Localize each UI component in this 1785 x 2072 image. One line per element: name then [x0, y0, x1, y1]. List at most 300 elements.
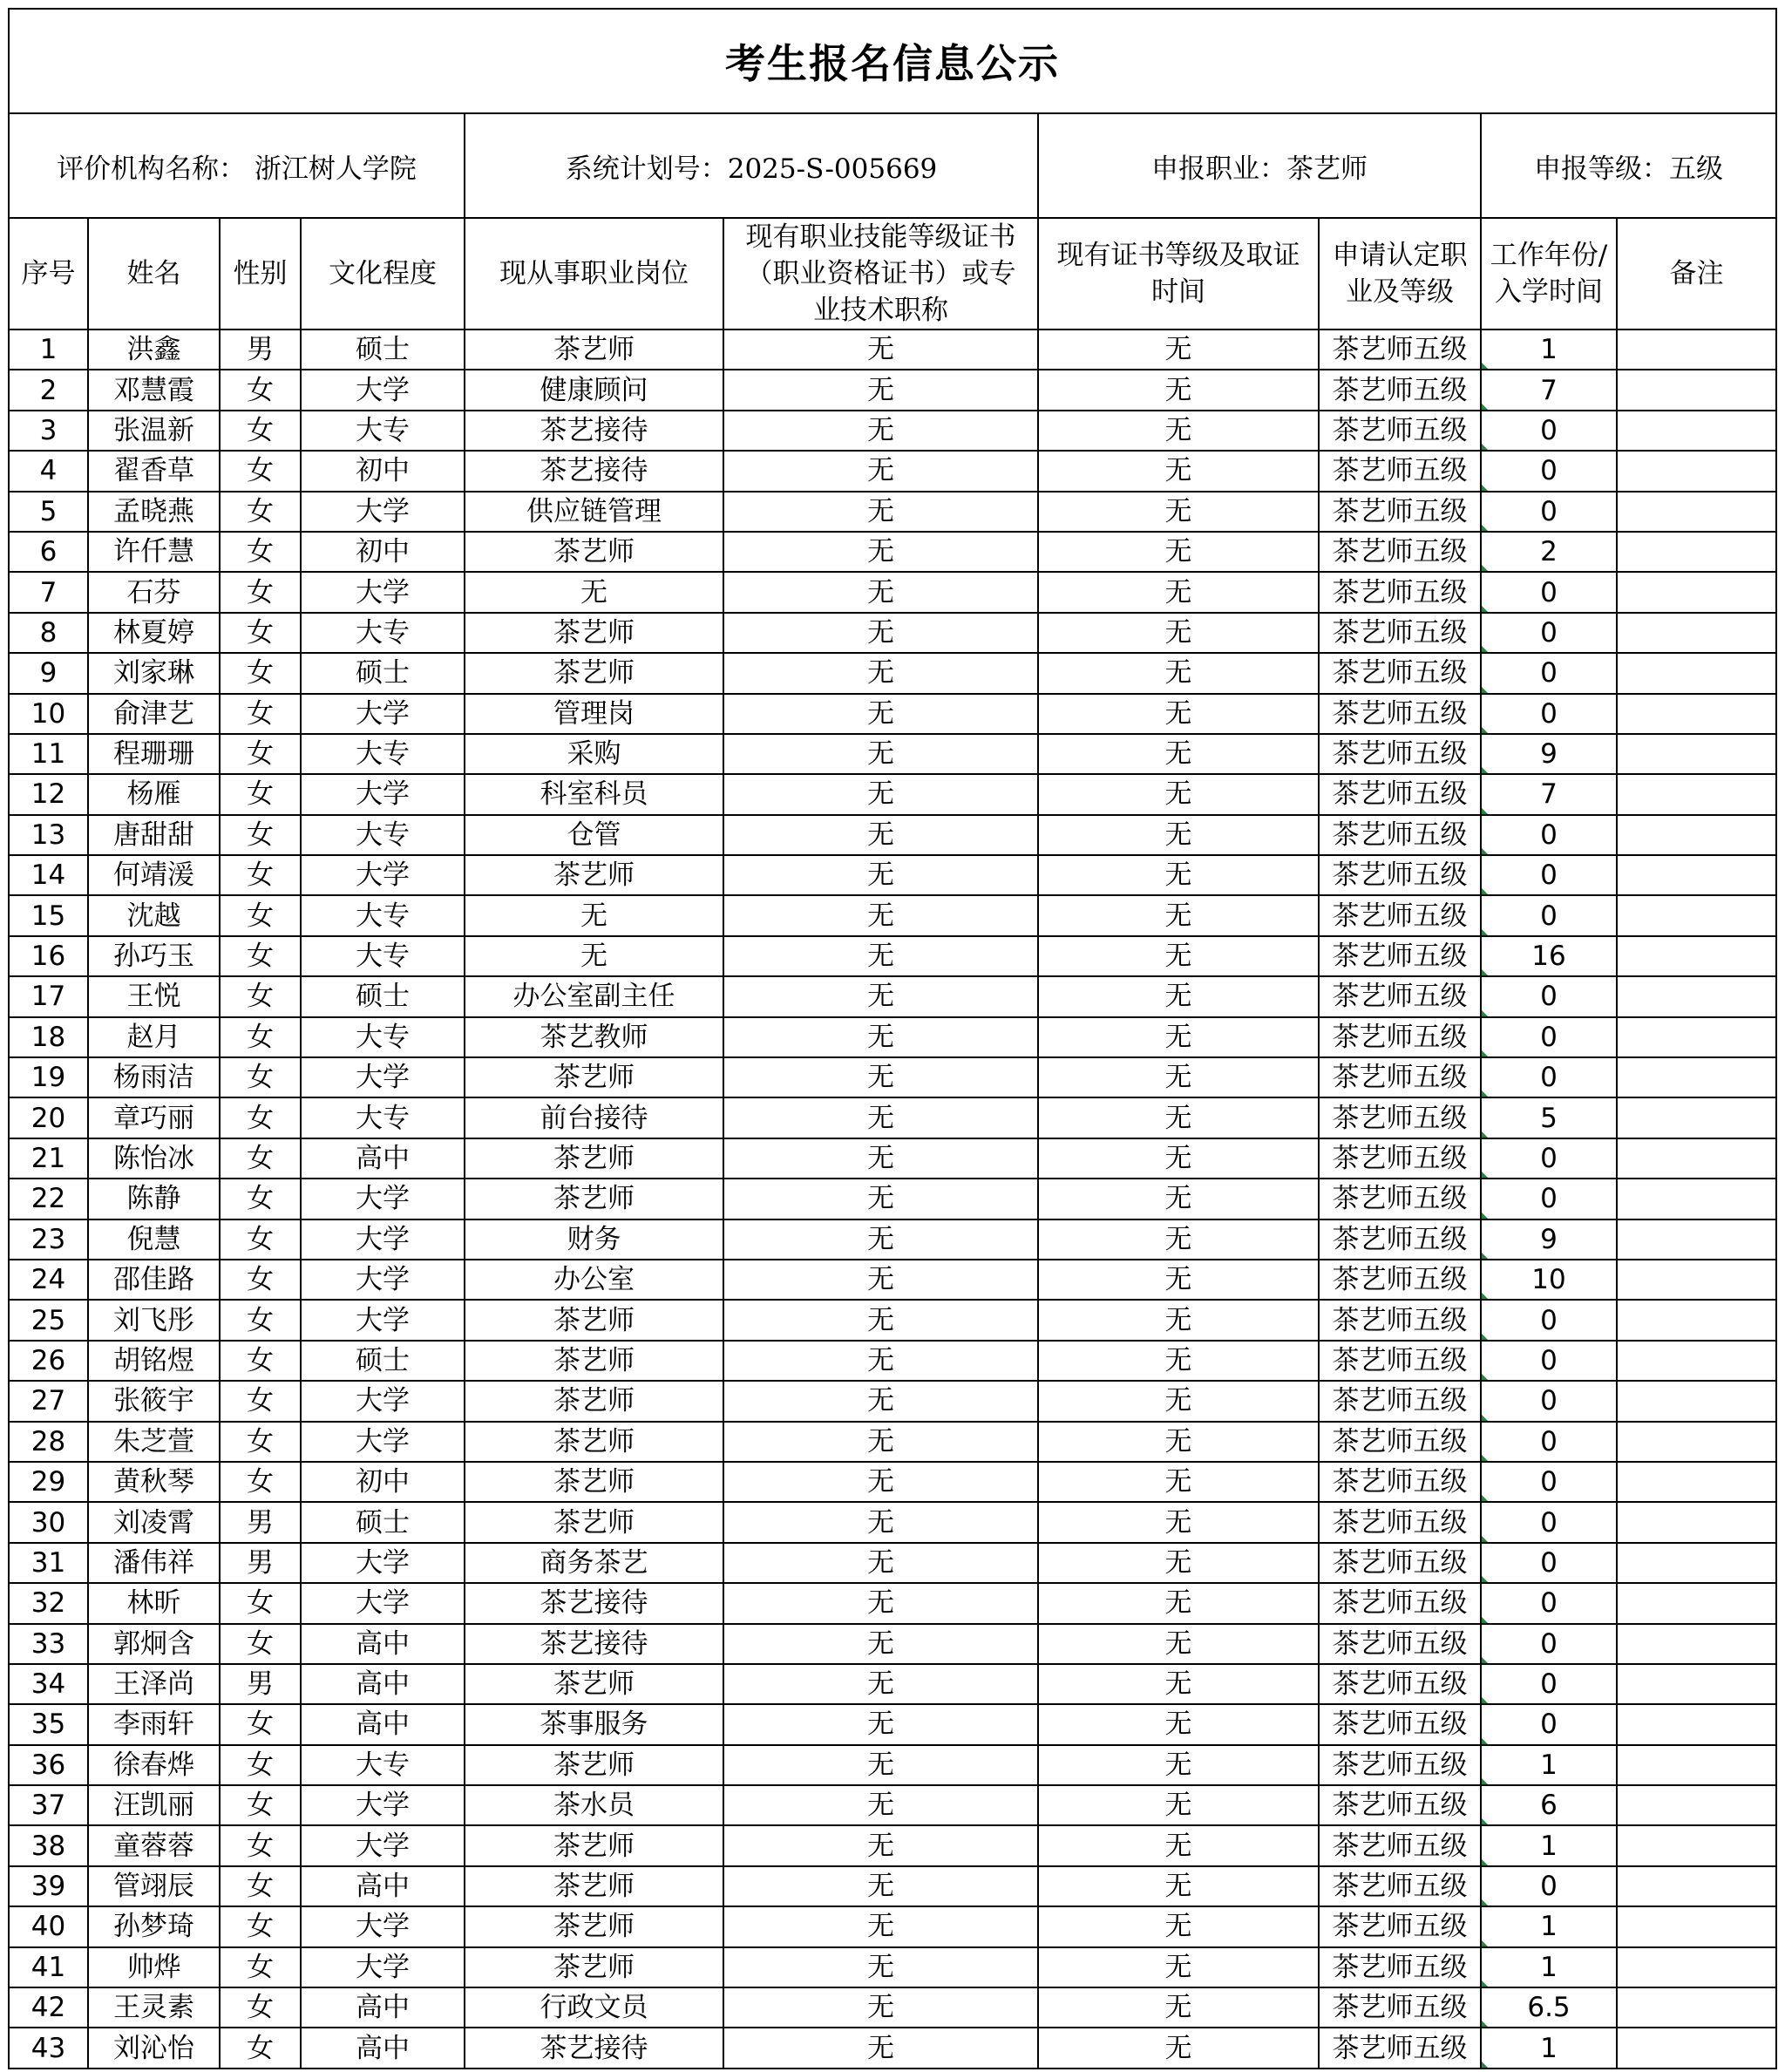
cell-cert-time: 无 — [1038, 1462, 1319, 1502]
table-row — [9, 1583, 1776, 1623]
cell-gender: 女 — [220, 492, 301, 532]
cell-years — [1481, 1422, 1617, 1462]
cell-remark — [1617, 492, 1776, 532]
cell-seq: 16 — [9, 936, 88, 976]
cell-remark — [1617, 774, 1776, 814]
cell-position: 茶艺师 — [465, 1866, 723, 1906]
cell-education: 大专 — [301, 734, 465, 774]
cell-position: 茶水员 — [465, 1785, 723, 1825]
cell-cert-time: 无 — [1038, 492, 1319, 532]
cell-years — [1481, 976, 1617, 1016]
cell-education: 高中 — [301, 1866, 465, 1906]
cell-comment-marker — [1482, 767, 1488, 773]
cell-comment-marker — [1482, 969, 1488, 975]
cell-gender: 女 — [220, 1785, 301, 1825]
level: 申报等级：五级 — [1481, 113, 1776, 218]
cell-position: 仓管 — [465, 815, 723, 855]
cell-name: 刘凌霄 — [88, 1502, 220, 1542]
cell-years — [1481, 492, 1617, 532]
years-value: 0 — [1540, 1466, 1558, 1498]
cell-education: 大学 — [301, 1825, 465, 1865]
table-row — [9, 1704, 1776, 1744]
cell-name: 林昕 — [88, 1583, 220, 1623]
cell-cert: 无 — [723, 774, 1038, 814]
cell-cert-time: 无 — [1038, 774, 1319, 814]
cell-gender: 女 — [220, 694, 301, 734]
cell-name: 石芬 — [88, 572, 220, 612]
cell-education: 高中 — [301, 1138, 465, 1179]
cell-apply: 茶艺师五级 — [1319, 976, 1481, 1016]
cell-apply: 茶艺师五级 — [1319, 1866, 1481, 1906]
cell-gender: 女 — [220, 1624, 301, 1664]
cell-remark — [1617, 1138, 1776, 1179]
cell-seq: 32 — [9, 1583, 88, 1623]
cell-comment-marker — [1482, 606, 1488, 612]
cell-apply: 茶艺师五级 — [1319, 1543, 1481, 1583]
cell-apply: 茶艺师五级 — [1319, 1462, 1481, 1502]
cell-remark — [1617, 1381, 1776, 1421]
cell-gender: 女 — [220, 976, 301, 1016]
cell-position: 茶艺师 — [465, 653, 723, 693]
cell-comment-marker — [1482, 1940, 1488, 1946]
table-row — [9, 895, 1776, 935]
cell-name: 杨雁 — [88, 774, 220, 814]
cell-position: 茶艺接待 — [465, 451, 723, 491]
years-value: 0 — [1540, 697, 1558, 730]
page-title: 考生报名信息公示 — [9, 9, 1776, 113]
cell-education: 高中 — [301, 1704, 465, 1744]
cell-gender: 女 — [220, 1745, 301, 1785]
years-value: 0 — [1540, 859, 1558, 892]
cell-comment-marker — [1482, 1374, 1488, 1380]
table-row — [9, 411, 1776, 451]
table-row — [9, 1866, 1776, 1906]
cell-remark — [1617, 1785, 1776, 1825]
cell-cert: 无 — [723, 855, 1038, 895]
cell-name: 翟香草 — [88, 451, 220, 491]
cell-years — [1481, 1624, 1617, 1664]
years-value: 1 — [1540, 1749, 1558, 1781]
cell-gender: 男 — [220, 1664, 301, 1704]
table-row — [9, 1947, 1776, 1987]
cell-name: 孙巧玉 — [88, 936, 220, 976]
table-row — [9, 572, 1776, 612]
cell-gender: 女 — [220, 1583, 301, 1623]
cell-years — [1481, 2028, 1617, 2068]
table-row — [9, 694, 1776, 734]
table-row — [9, 532, 1776, 572]
cell-cert: 无 — [723, 1624, 1038, 1664]
cell-seq: 24 — [9, 1260, 88, 1300]
cell-comment-marker — [1482, 1536, 1488, 1542]
cell-gender: 女 — [220, 1138, 301, 1179]
cell-seq: 3 — [9, 411, 88, 451]
cell-years — [1481, 774, 1617, 814]
cell-seq: 11 — [9, 734, 88, 774]
cell-name: 沈越 — [88, 895, 220, 935]
cell-name: 何靖湲 — [88, 855, 220, 895]
table-row — [9, 774, 1776, 814]
cell-apply: 茶艺师五级 — [1319, 694, 1481, 734]
cell-cert-time: 无 — [1038, 329, 1319, 370]
cell-years — [1481, 1704, 1617, 1744]
cell-seq: 36 — [9, 1745, 88, 1785]
years-value: 0 — [1540, 1143, 1558, 1174]
cell-years — [1481, 1057, 1617, 1097]
years-value: 0 — [1540, 1344, 1558, 1376]
cell-gender: 女 — [220, 1947, 301, 1987]
cell-position: 茶艺接待 — [465, 411, 723, 451]
cell-seq: 40 — [9, 1906, 88, 1946]
years-value: 0 — [1540, 1587, 1558, 1620]
years-value: 0 — [1540, 1021, 1558, 1053]
cell-cert: 无 — [723, 1502, 1038, 1542]
cell-cert-time: 无 — [1038, 653, 1319, 693]
cell-years — [1481, 1462, 1617, 1502]
cell-seq: 1 — [9, 329, 88, 370]
cell-apply: 茶艺师五级 — [1319, 1381, 1481, 1421]
table-row — [9, 451, 1776, 491]
cell-education: 大学 — [301, 1785, 465, 1825]
years-value: 0 — [1540, 1304, 1558, 1336]
cell-gender: 女 — [220, 411, 301, 451]
cell-name: 孙梦琦 — [88, 1906, 220, 1946]
years-value: 6 — [1540, 1790, 1558, 1822]
cell-education: 初中 — [301, 532, 465, 572]
cell-remark — [1617, 694, 1776, 734]
cell-cert: 无 — [723, 1745, 1038, 1785]
cell-cert-time: 无 — [1038, 1785, 1319, 1825]
cell-comment-marker — [1482, 1455, 1488, 1461]
cell-cert: 无 — [723, 895, 1038, 935]
cell-seq: 27 — [9, 1381, 88, 1421]
cell-apply: 茶艺师五级 — [1319, 1300, 1481, 1340]
cell-seq: 2 — [9, 370, 88, 410]
cell-gender: 女 — [220, 774, 301, 814]
cell-cert: 无 — [723, 1906, 1038, 1946]
years-value: 0 — [1540, 1062, 1558, 1094]
years-value: 0 — [1540, 1668, 1558, 1701]
years-value: 9 — [1540, 1223, 1558, 1255]
cell-remark — [1617, 1664, 1776, 1704]
cell-cert: 无 — [723, 411, 1038, 451]
cell-education: 大学 — [301, 1260, 465, 1300]
cell-comment-marker — [1482, 1697, 1488, 1703]
cell-remark — [1617, 1624, 1776, 1664]
cell-comment-marker — [1482, 1778, 1488, 1784]
cell-comment-marker — [1482, 1172, 1488, 1178]
cell-comment-marker — [1482, 565, 1488, 571]
cell-position: 茶艺师 — [465, 1462, 723, 1502]
years-value: 0 — [1540, 1871, 1558, 1903]
cell-cert-time: 无 — [1038, 613, 1319, 653]
cell-remark — [1617, 1825, 1776, 1865]
cell-name: 胡铭煜 — [88, 1341, 220, 1381]
cell-education: 大专 — [301, 411, 465, 451]
header-seq: 序号 — [9, 218, 88, 329]
cell-name: 章巧丽 — [88, 1097, 220, 1138]
cell-comment-marker — [1482, 525, 1488, 531]
cell-apply: 茶艺师五级 — [1319, 855, 1481, 895]
cell-remark — [1617, 2028, 1776, 2068]
cell-gender: 女 — [220, 1825, 301, 1865]
cell-apply: 茶艺师五级 — [1319, 2028, 1481, 2068]
years-value: 5 — [1540, 1102, 1558, 1134]
table-row — [9, 1097, 1776, 1138]
table-row — [9, 1664, 1776, 1704]
cell-remark — [1617, 1987, 1776, 2028]
cell-remark — [1617, 1866, 1776, 1906]
cell-remark — [1617, 411, 1776, 451]
cell-seq: 25 — [9, 1300, 88, 1340]
cell-years — [1481, 1219, 1617, 1260]
cell-name: 倪慧 — [88, 1219, 220, 1260]
table-row — [9, 1341, 1776, 1381]
cell-years — [1481, 1502, 1617, 1542]
cell-years — [1481, 936, 1617, 976]
cell-cert: 无 — [723, 694, 1038, 734]
years-value: 0 — [1540, 981, 1558, 1013]
cell-gender: 女 — [220, 1866, 301, 1906]
cell-education: 硕士 — [301, 653, 465, 693]
cell-comment-marker — [1482, 1980, 1488, 1987]
cell-cert: 无 — [723, 1947, 1038, 1987]
cell-education: 大学 — [301, 1422, 465, 1462]
cell-position: 茶艺师 — [465, 1341, 723, 1381]
cell-years — [1481, 451, 1617, 491]
table-row — [9, 613, 1776, 653]
cell-name: 汪凯丽 — [88, 1785, 220, 1825]
cell-name: 邵佳路 — [88, 1260, 220, 1300]
table-row — [9, 815, 1776, 855]
cell-years — [1481, 1341, 1617, 1381]
cell-education: 大专 — [301, 613, 465, 653]
years-value: 16 — [1531, 941, 1566, 973]
years-value: 0 — [1540, 1425, 1558, 1457]
cell-cert-time: 无 — [1038, 734, 1319, 774]
cell-education: 大专 — [301, 936, 465, 976]
cell-gender: 女 — [220, 1422, 301, 1462]
cell-cert: 无 — [723, 1300, 1038, 1340]
cell-seq: 4 — [9, 451, 88, 491]
cell-remark — [1617, 1300, 1776, 1340]
cell-remark — [1617, 1219, 1776, 1260]
cell-education: 硕士 — [301, 1341, 465, 1381]
cell-comment-marker — [1482, 727, 1488, 733]
years-value: 0 — [1540, 657, 1558, 690]
cell-remark — [1617, 329, 1776, 370]
cell-comment-marker — [1482, 929, 1488, 935]
cell-seq: 30 — [9, 1502, 88, 1542]
cell-name: 王灵素 — [88, 1987, 220, 2028]
cell-remark — [1617, 613, 1776, 653]
cell-seq: 10 — [9, 694, 88, 734]
cell-remark — [1617, 1341, 1776, 1381]
years-value: 0 — [1540, 1183, 1558, 1215]
cell-remark — [1617, 532, 1776, 572]
cell-cert-time: 无 — [1038, 936, 1319, 976]
cell-seq: 13 — [9, 815, 88, 855]
cell-education: 硕士 — [301, 329, 465, 370]
cell-name: 张筱宇 — [88, 1381, 220, 1421]
cell-education: 高中 — [301, 1987, 465, 2028]
cell-cert-time: 无 — [1038, 1422, 1319, 1462]
cell-name: 林夏婷 — [88, 613, 220, 653]
cell-gender: 女 — [220, 1462, 301, 1502]
cell-years — [1481, 572, 1617, 612]
cell-position: 茶艺师 — [465, 1057, 723, 1097]
cell-comment-marker — [1482, 1415, 1488, 1421]
cell-seq: 19 — [9, 1057, 88, 1097]
years-value: 0 — [1540, 414, 1558, 446]
years-value: 0 — [1540, 1506, 1558, 1539]
header-cert: 现有职业技能等级证书（职业资格证书）或专业技术职称 — [723, 218, 1038, 329]
cell-remark — [1617, 1017, 1776, 1057]
cell-cert-time: 无 — [1038, 1624, 1319, 1664]
table-row — [9, 1057, 1776, 1097]
cell-education: 大专 — [301, 1017, 465, 1057]
cell-years — [1481, 1300, 1617, 1340]
cell-apply: 茶艺师五级 — [1319, 1745, 1481, 1785]
cell-gender: 女 — [220, 451, 301, 491]
cell-cert-time: 无 — [1038, 1906, 1319, 1946]
cell-cert: 无 — [723, 1097, 1038, 1138]
cell-name: 黄秋琴 — [88, 1462, 220, 1502]
years-value: 0 — [1540, 900, 1558, 932]
cell-cert: 无 — [723, 1543, 1038, 1583]
cell-position: 行政文员 — [465, 1987, 723, 2028]
cell-comment-marker — [1482, 2062, 1488, 2068]
cell-cert: 无 — [723, 976, 1038, 1016]
cell-name: 赵月 — [88, 1017, 220, 1057]
cell-seq: 34 — [9, 1664, 88, 1704]
cell-cert: 无 — [723, 1866, 1038, 1906]
cell-comment-marker — [1482, 848, 1488, 854]
cell-years — [1481, 1381, 1617, 1421]
cell-position: 无 — [465, 572, 723, 612]
cell-education: 大专 — [301, 1745, 465, 1785]
cell-comment-marker — [1482, 1131, 1488, 1138]
cell-gender: 女 — [220, 370, 301, 410]
cell-years — [1481, 1543, 1617, 1583]
years-value: 0 — [1540, 576, 1558, 608]
cell-comment-marker — [1482, 1617, 1488, 1623]
cell-years — [1481, 1906, 1617, 1946]
cell-position: 茶艺师 — [465, 1664, 723, 1704]
years-value: 0 — [1540, 1546, 1558, 1579]
cell-cert-time: 无 — [1038, 2028, 1319, 2068]
cell-years — [1481, 1097, 1617, 1138]
cell-cert: 无 — [723, 532, 1038, 572]
cell-name: 孟晓燕 — [88, 492, 220, 532]
cell-education: 大学 — [301, 1906, 465, 1946]
cell-remark — [1617, 1947, 1776, 1987]
cell-position: 茶艺教师 — [465, 1017, 723, 1057]
cell-name: 刘沁怡 — [88, 2028, 220, 2068]
cell-gender: 女 — [220, 895, 301, 935]
cell-seq: 18 — [9, 1017, 88, 1057]
cell-cert: 无 — [723, 1260, 1038, 1300]
cell-position: 健康顾问 — [465, 370, 723, 410]
cell-remark — [1617, 1745, 1776, 1785]
years-value: 0 — [1540, 616, 1558, 649]
cell-remark — [1617, 1260, 1776, 1300]
cell-cert: 无 — [723, 572, 1038, 612]
occupation: 申报职业：茶艺师 — [1038, 113, 1481, 218]
table-row — [9, 1785, 1776, 1825]
cell-remark — [1617, 653, 1776, 693]
cell-gender: 女 — [220, 936, 301, 976]
table-row — [9, 1543, 1776, 1583]
years-value: 1 — [1540, 2032, 1558, 2064]
cell-gender: 女 — [220, 1341, 301, 1381]
table-row — [9, 855, 1776, 895]
cell-remark — [1617, 936, 1776, 976]
cell-position: 茶艺师 — [465, 613, 723, 653]
cell-comment-marker — [1482, 1495, 1488, 1501]
cell-position: 采购 — [465, 734, 723, 774]
cell-position: 商务茶艺 — [465, 1543, 723, 1583]
cell-gender: 女 — [220, 734, 301, 774]
cell-remark — [1617, 1057, 1776, 1097]
cell-years — [1481, 1179, 1617, 1219]
cell-gender: 女 — [220, 855, 301, 895]
cell-apply: 茶艺师五级 — [1319, 1422, 1481, 1462]
cell-remark — [1617, 1704, 1776, 1744]
cell-remark — [1617, 1583, 1776, 1623]
cell-years — [1481, 1987, 1617, 2028]
cell-name: 张温新 — [88, 411, 220, 451]
cell-education: 大学 — [301, 1381, 465, 1421]
cell-name: 陈静 — [88, 1179, 220, 1219]
years-value: 1 — [1540, 334, 1558, 366]
cell-cert-time: 无 — [1038, 1300, 1319, 1340]
table-row — [9, 329, 1776, 370]
cell-seq: 17 — [9, 976, 88, 1016]
cell-cert-time: 无 — [1038, 1260, 1319, 1300]
cell-cert-time: 无 — [1038, 1502, 1319, 1542]
cell-cert: 无 — [723, 1704, 1038, 1744]
cell-cert: 无 — [723, 1422, 1038, 1462]
cell-apply: 茶艺师五级 — [1319, 451, 1481, 491]
cell-comment-marker — [1482, 1090, 1488, 1097]
cell-education: 大学 — [301, 1057, 465, 1097]
cell-seq: 39 — [9, 1866, 88, 1906]
cell-position: 茶艺师 — [465, 1947, 723, 1987]
cell-position: 办公室副主任 — [465, 976, 723, 1016]
cell-education: 大学 — [301, 1219, 465, 1260]
cell-education: 高中 — [301, 1624, 465, 1664]
cell-apply: 茶艺师五级 — [1319, 1785, 1481, 1825]
plan-number: 系统计划号：2025-S-005669 — [465, 113, 1038, 218]
cell-seq: 9 — [9, 653, 88, 693]
cell-position: 茶事服务 — [465, 1704, 723, 1744]
cell-seq: 23 — [9, 1219, 88, 1260]
table-row — [9, 1745, 1776, 1785]
cell-apply: 茶艺师五级 — [1319, 1219, 1481, 1260]
years-value: 0 — [1540, 1627, 1558, 1660]
cell-cert-time: 无 — [1038, 1017, 1319, 1057]
cell-cert: 无 — [723, 1381, 1038, 1421]
cell-cert: 无 — [723, 451, 1038, 491]
cell-apply: 茶艺师五级 — [1319, 1017, 1481, 1057]
cell-apply: 茶艺师五级 — [1319, 1624, 1481, 1664]
cell-name: 程珊珊 — [88, 734, 220, 774]
header-years: 工作年份/入学时间 — [1481, 218, 1617, 329]
years-value: 7 — [1540, 778, 1558, 811]
table-row — [9, 653, 1776, 693]
cell-cert: 无 — [723, 1664, 1038, 1704]
